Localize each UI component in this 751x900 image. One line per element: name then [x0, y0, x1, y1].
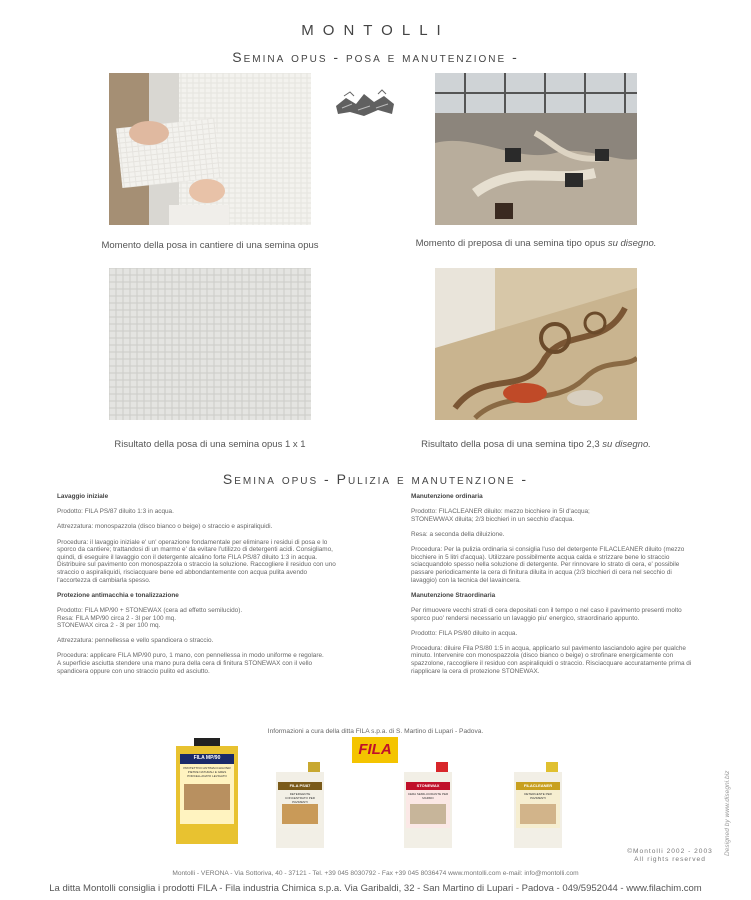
- protezione-resa2: STONEWAX circa 2 - 3l per 100 mq.: [57, 622, 161, 630]
- product-mp90-desc: PROTETTIVO ANTIMACCHIA PER PIETRE NATURALI E GRES PORCELLANATO LEVIGATO: [183, 766, 231, 778]
- protezione-resa1: Resa: FILA MP/90 circa 2 - 3l per 100 mq.: [57, 614, 176, 622]
- footer-line: La ditta Montolli consiglia i prodotti FILA - Fila industria Chimica s.p.a. Via Garibaldi, 32 - San Martino di Lupari - Padova - 049/5952044 - www.filachim.com: [49, 883, 702, 894]
- ordinaria-prodotto2: STONEWWAX diluita; 2/3 bicchieri in un secchio d'acqua.: [411, 515, 575, 523]
- protezione-procedura: Procedura: applicare FILA MP/90 puro, 1 mano, con pennellessa in modo uniforme e regolare.: [57, 652, 324, 660]
- straordinaria-prodotto: Prodotto: FILA PS/80 diluito in acqua.: [411, 629, 518, 637]
- caption-1: Momento della posa in cantiere di una semina opus: [101, 240, 319, 251]
- product-stonewax: [396, 762, 464, 848]
- product-ps87: [268, 762, 336, 848]
- product-filacleaner-name: FILACLEANER: [523, 783, 553, 788]
- brand-title: MONTOLLI: [301, 22, 450, 39]
- designed-by: Designed by www.disegni.biz: [724, 770, 731, 856]
- fila-logo: FILA: [352, 737, 398, 763]
- ordinaria-prodotto1: Prodotto: FILACLEANER diluito: mezzo bicchiere in 5l d'acqua;: [411, 508, 590, 516]
- lavaggio-prodotto: Prodotto: FILA PS/87 diluito 1:3 in acqua.: [57, 508, 174, 516]
- info-line: Informazioni a cura della ditta FILA s.p.a. di S. Martino di Lupari - Padova.: [267, 728, 484, 735]
- lavaggio-procedura: Procedura: il lavaggio iniziale e' un' operazione fondamentale per eliminare i residui di posa e lo sporco da cantiere; trattandosi di un marmo e' da evitare l'utilizzo di detergenti acidi. Consigliamo, quindi, di eseguire il lavaggio con il detergente alcalino forte FILA PS/87 diluito 1:3 in acqua.: [57, 538, 333, 561]
- copyright: [600, 848, 740, 864]
- product-filacleaner-desc: DETERGENTE PER PAVIMENTI: [524, 792, 552, 800]
- protezione-procedura2: A superficie asciutta stendere una mano pura della cera di finitura STONEWAX con il vello spandicera oppure con uno straccio pulito ed asciutto.: [57, 660, 313, 675]
- ordinaria-title: Manutenzione ordinaria: [411, 493, 483, 500]
- copyright-line1: ©Montolli 2002 - 2003: [627, 848, 713, 855]
- ordinaria-resa: Resa: a seconda della diluizione.: [411, 530, 505, 538]
- copyright-line2: All rights reserved: [634, 856, 706, 863]
- contact-line: Montolli - VERONA - Via Sottoriva, 40 - 37121 - Tel. +39 045 8030792 - Fax +39 045 8036474 www.montolli.com e-mail: info@montolli.com: [172, 870, 579, 877]
- product-ps87-desc: DETERGENTE CONCENTRATO PER PAVIMENTI: [285, 792, 315, 804]
- product-mp90-name: FILA MP/90: [193, 755, 221, 761]
- product-filacleaner: [506, 762, 574, 848]
- protezione-prodotto: Prodotto: FILA MP/90 + STONEWAX (cera ad effetto semilucido).: [57, 606, 243, 614]
- protezione-attrezzatura: Attrezzatura: pennellessa e vello spandicera o straccio.: [57, 637, 214, 645]
- lavaggio-attrezzatura: Attrezzatura: monospazzola (disco bianco o beige) o straccio e aspiraliquidi.: [57, 523, 273, 531]
- photo-risultato-1x1: [109, 268, 311, 420]
- photo-preposa: [435, 73, 637, 225]
- page-title: Semina opus - posa e manutenzione -: [232, 49, 519, 65]
- product-stonewax-name: STONEWAX: [416, 783, 440, 788]
- product-stonewax-desc: CERA SEMILUCIDANTE PER MARMO: [407, 792, 449, 800]
- straordinaria-intro: Per rimuovere vecchi strati di cera depositati con il tempo o nel caso il pavimento presenti molto sporco puo' rendersi necessario un lavaggio piu' energico, straordinario appunto.: [411, 606, 682, 622]
- ordinaria-procedura: Procedura: Per la pulizia ordinaria si consiglia l'uso del detergente FILACLEANER diluito (mezzo bicchiere in 5 litri d'acqua). Utilizzare possibilmente acqua calda e strizzare bene lo straccio sciacquandolo spesso nella soluzione di detergente. Per rinnovare lo strato di cera, e' possibile passare periodicamente la cera di finitura diluita in acqua (2/3 bicchieri di cera nel secchio di lavaggio) con la tecnica del lavaincera.: [411, 546, 685, 584]
- lavaggio-procedura2: Distribuire sul pavimento con monospazzola o straccio la soluzione. Raccogliere il residuo con uno straccio o aspiraliquidi, risciacquare bene ed abbondantemente con acqua pulita avendo l'accortezza di cambiarla spesso.: [57, 561, 336, 584]
- caption-3: Risultato della posa di una semina opus 1 x 1: [114, 439, 306, 450]
- photo-risultato-disegno: [435, 268, 637, 420]
- sketch-illustration: [334, 84, 396, 120]
- caption-4: Risultato della posa di una semina tipo 2,3 su disegno.: [421, 439, 651, 450]
- protezione-title: Protezione antimacchia e tonalizzazione: [57, 591, 179, 599]
- straordinaria-procedura: Procedura: diluire Fila PS/80 1:5 in acqua, applicarlo sul pavimento lasciandolo agire per qualche minuto. Intervenire con monospazzola (disco bianco o beige) o strofinare energicamente con spazzolone, raccogliere il residuo con aspiraliquidi o straccio. Risciacquare accuratamente prima di riapplicare la cera di protezione STONEWAX.: [411, 644, 692, 675]
- photo-posa-cantiere: [109, 73, 311, 225]
- lavaggio-title: Lavaggio iniziale: [57, 493, 109, 500]
- caption-2: Momento di preposa di una semina tipo opus su disegno.: [415, 238, 657, 249]
- product-mp90: [174, 738, 240, 844]
- right-column: [411, 493, 693, 683]
- straordinaria-title: Manutenzione Straordinaria: [411, 591, 496, 599]
- product-ps87-name: FILA PS/87: [289, 783, 311, 788]
- left-column: [57, 493, 337, 683]
- section-title-pulizia: Semina opus - Pulizia e manutenzione -: [222, 471, 529, 487]
